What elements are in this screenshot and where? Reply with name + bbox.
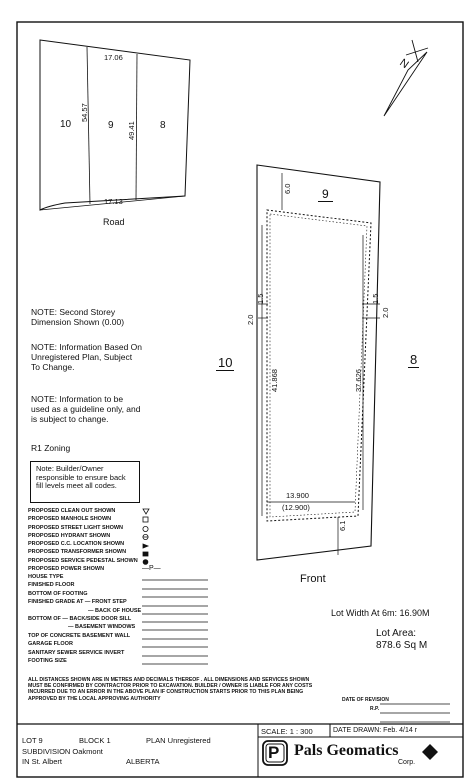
front-label: Front [300,573,326,585]
elevation-label: TOP OF CONCRETE BASEMENT WALL [28,632,131,639]
elevation-label: — BASEMENT WINDOWS [68,624,136,631]
building-footprint [267,210,371,521]
province: ALBERTA [126,757,160,766]
lot-right-label: 8 [410,352,418,367]
elevation-label: GARAGE FLOOR [28,641,73,648]
elevation-label: — BACK OF HOUSE [88,607,142,614]
subdivision-name: SUBDIVISION Oakmont [22,747,103,756]
left-setback-dim: 2.0 [246,314,255,325]
right-setback-dim: 2.0 [381,307,390,318]
rp-label: R.P. [370,706,380,712]
lot-outline [257,165,380,560]
elevation-table [28,574,142,666]
note-unregistered: NOTE: Information Based On Unregistered Plan, Subject To Change. [31,342,143,372]
note-second-storey: NOTE: Second Storey Dimension Shown (0.00) [31,307,125,327]
left-depth-dim: 41.868 [270,369,279,392]
block-number: BLOCK 1 [79,736,111,745]
note-guideline: NOTE: Information to be used as a guideline only, and is subject to change. [31,394,141,424]
scale-label: SCALE: 1 : 300 [261,727,313,736]
revision-lines [380,704,450,722]
lot-top-label: 9 [318,187,333,202]
lot-area-value: 878.6 Sq M [376,640,428,651]
elevation-label: BOTTOM OF FOOTING [28,590,88,597]
power-line-symbol: —P— [142,565,161,572]
date-of-revision-label: DATE OF REVISION [342,697,389,703]
key-plan-bottom-width: 17.13 [104,197,123,206]
builder-note-text: Note: Builder/Owner responsible to ensure back fill levels meet all codes. [36,464,126,490]
disclaimer-text: ALL DISTANCES SHOWN ARE IN METRES AND DECIMALS THEREOF . ALL DIMENSIONS AND SERVICES SHOWN MUST BE CONFIRMED BY CONTRACTOR PRIOR TO EXCAVATION. BUILDER / OWNER IS LIABLE FOR ANY COSTS INCURRED DUE TO AN ERROR IN THE ABOVE PLAN IF CONSTRUCTION STARTS PRIOR TO THIS PLAN BEING APPROVED BY THE LOCAL APPROVING AUTHORITY [28,677,313,702]
logo-letter: P [268,743,280,762]
legend-item: PROPOSED STREET LIGHT SHOWN [28,524,124,531]
north-arrow [384,40,428,116]
date-drawn-label: DATE DRAWN: Feb. 4/14 r [333,727,418,734]
legend-symbols [143,509,149,564]
company-suffix: Corp. [398,759,416,766]
front-width-dim: 13.900 [286,491,309,500]
zoning-label: R1 Zoning [31,443,71,453]
municipality: IN St. Albert [22,757,63,766]
legend-item: PROPOSED HYDRANT SHOWN [28,532,111,539]
elevation-label: HOUSE TYPE [28,574,64,580]
lot-left-label: 10 [218,355,233,370]
legend-item: PROPOSED CLEAN OUT SHOWN [28,508,116,514]
right-eave-dim: 1.5 [371,293,380,304]
lot-area-label: Lot Area: [376,628,417,639]
key-plan-lot-9: 9 [108,120,114,131]
key-plan-top-width: 17.06 [104,53,123,62]
left-eave-dim: 1.5 [256,293,265,304]
elevation-label: SANITARY SEWER SERVICE INVERT [28,649,125,656]
elevation-fill-lines [142,580,208,664]
front-setback-dim: 6.1 [338,520,347,531]
key-plan-left-depth: 54.57 [80,103,89,122]
key-plan-right-depth: 49.41 [127,121,136,140]
legend-list [28,508,138,574]
right-depth-dim: 37.626 [354,369,363,392]
elevation-label: BOTTOM OF — BACK/SIDE DOOR SILL [28,615,132,622]
front-width-alt-dim: (12.900) [282,503,310,512]
legend-item: PROPOSED MANHOLE SHOWN [28,516,112,523]
lot-width-text: Lot Width At 6m: 16.90M [331,608,430,618]
company-name: Pals Geomatics [294,742,399,759]
legend-item: PROPOSED SERVICE PEDESTAL SHOWN [28,557,138,564]
top-setback-dim: 6.0 [283,183,292,194]
road-label: Road [103,217,125,227]
elevation-label: FOOTING SIZE [28,657,67,664]
elevation-label: FINISHED FLOOR [28,582,75,589]
dimension-lines [258,173,380,555]
legend-item: PROPOSED C.C. LOCATION SHOWN [28,541,125,548]
lot-number: LOT 9 [22,736,43,745]
key-plan-lot-8: 8 [160,120,166,131]
plan-number: PLAN Unregistered [146,736,211,745]
legend-item: PROPOSED POWER SHOWN [28,566,105,573]
key-plan-lot-10: 10 [60,119,72,130]
elevation-label: FINISHED GRADE AT — FRONT STEP [28,599,127,606]
legend-item: PROPOSED TRANSFORMER SHOWN [28,549,127,556]
north-label: N [397,56,411,72]
